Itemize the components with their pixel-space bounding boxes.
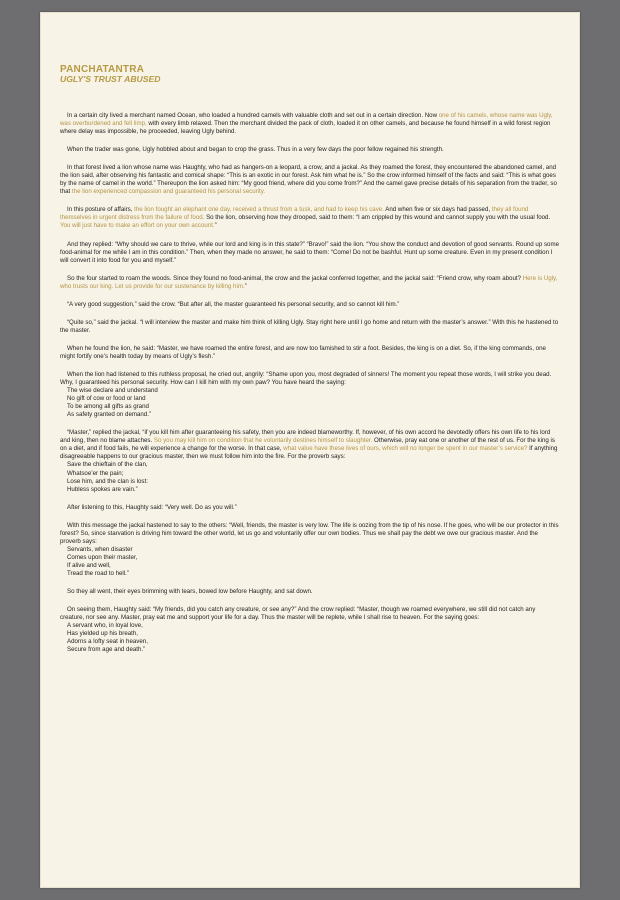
- paragraph-text: So the lion, observing how they drooped, said to them: “I am crippled by this wound and cannot supply you with the usual food.: [204, 214, 551, 222]
- verse-line: Tread the road to hell.”: [67, 569, 129, 577]
- verse-block: [60, 461, 560, 493]
- paragraph-text: When the lion had listened to this ruthless proposal, he cried out, angrily: “Shame upon you, most degraded of sinners! The moment you repeat those words, I will strike you dead. Why, I guaranteed his personal security. How can I kill him with my own paw? You have heard the saying:: [60, 370, 552, 387]
- verse-line: Servants, when disaster: [67, 545, 133, 553]
- highlighted-text: one of his camels, whose name was Ugly, was overburdened and fell limp,: [60, 112, 553, 128]
- paragraph: [60, 345, 560, 361]
- paragraph-text: with every limb relaxed. Then the merchant divided the pack of cloth, loaded it on other camels, and because he found himself in a wild forest region where delay was impossible, he proceeded, leaving Ugly behind.: [60, 120, 551, 136]
- paragraph-text: With this message the jackal hastened to say to the others: “Well, friends, the master is very low. The life is oozing from the tip of his nose. If he goes, who will be our protector in this forest? So, since starvation is driving him toward the other world, let us go and voluntarily offer our own bodies. Thus we shall pay the debt we owe our gracious master. And the proverb says:: [60, 521, 559, 545]
- verse-line: Secure from age and death.”: [67, 646, 146, 654]
- verse-line: If alive and well,: [67, 561, 111, 569]
- document-heading: [60, 64, 160, 84]
- paragraph: [60, 206, 560, 230]
- paragraph-text: When the trader was gone, Ugly hobbled about and began to crop the grass. Thus in a very few days the poor fellow regained his strength.: [67, 146, 444, 154]
- paragraph: [60, 504, 560, 512]
- paragraph: [60, 522, 560, 546]
- paragraph-text: And they replied: “Why should we care to thrive, while our lord and king is in this state?” “Bravo!” said the lion. “You show the conduct and devotion of good servants. Round up some food-animal for me while I am in this condition.” Then, when they made no answer, he said to them: “Come! Do not be bashful. Hunt up some creature. Even in my present condition I will convert it into food for you and myself.”: [60, 240, 559, 264]
- paragraph: [60, 275, 560, 291]
- highlighted-text: So you may kill him on condition that he voluntarily destines himself to slaughter.: [153, 437, 373, 445]
- verse-line: As safety granted on demand.”: [67, 411, 151, 419]
- story-text: [60, 112, 560, 664]
- paragraph-text: If anything disagreeable happens to our gracious master, then we must follow him into the fire. For the proverb says:: [60, 445, 558, 461]
- highlighted-text: the lion fought an elephant one day, received a thrust from a tusk, and had to keep his cave.: [134, 206, 384, 214]
- verse-line: No gift of cow or food or land: [67, 395, 146, 403]
- document-subtitle: UGLY'S TRUST ABUSED: [60, 74, 161, 84]
- verse-line: Has yielded up his breath,: [67, 630, 139, 638]
- document-title: PANCHATANTRA: [60, 64, 145, 75]
- verse-line: The wise declare and understand: [67, 387, 158, 395]
- highlighted-text: they all found themselves in urgent distress from the failure of food.: [60, 206, 529, 222]
- verse-line: Hubless spokes are vain.”: [67, 485, 138, 493]
- highlighted-text: the lion experienced compassion and guaranteed his personal security.: [71, 188, 266, 196]
- paragraph: [60, 429, 560, 461]
- paragraph-text: In that forest lived a lion whose name was Haughty, who had as hangers-on a leopard, a crow, and a jackal. As they roamed the forest, they encountered the abandoned camel, and the lion said, after observing his fantastic and comical shape: “This is an exotic in our forest. Ask him what he is.” So the crow informed himself of the facts and said: “This is what goes by the name of camel in the world.” Thereupon the lion asked him: “My good friend, where did you come from?” And the camel gave precise details of his separation from the trader, so that: [60, 164, 557, 196]
- paragraph-text: So the four started to roam the woods. Since they found no food-animal, the crow and the jackal conferred together, and the jackal said: “Friend crow, why roam about?: [67, 274, 523, 282]
- paragraph: [60, 164, 560, 196]
- highlighted-text: Here is Ugly, who trusts our king. Let us provide for our sustenance by killing him.: [60, 274, 558, 290]
- paragraph: [60, 588, 560, 596]
- verse-line: Whatsoe’er the pain;: [67, 469, 124, 477]
- paragraph-text: Otherwise, pray eat one or another of the rest of us. For the king is on a diet, and if food fails, he will experience a change for the worse. In that case,: [60, 437, 555, 453]
- paragraph-text: “Quite so,” said the jackal. “I will interview the master and make him think of killing Ugly. Stay right here until I go home and return with the master’s answer.” With this he hastened to the master.: [60, 318, 559, 334]
- paragraph: [60, 606, 560, 622]
- paragraph: [60, 112, 560, 136]
- paragraph: [60, 301, 560, 309]
- verse-line: Save the chieftain of the clan,: [67, 461, 148, 469]
- verse-line: Lose him, and the clan is lost:: [67, 477, 148, 485]
- paragraph-text: “Master,” replied the jackal, “if you kill him after guaranteeing his safety, then you are indeed blameworthy. If, however, of his own accord he devotedly offers his own life to his lord and king, then no blame attaches.: [60, 429, 551, 445]
- paragraph-text: “A very good suggestion,” said the crow. “But after all, the master guaranteed his personal security, and so cannot kill him.”: [67, 300, 400, 308]
- paragraph-text: ”: [244, 282, 247, 290]
- paragraph: [60, 371, 560, 387]
- paragraph: [60, 241, 560, 265]
- paragraph-text: On seeing them, Haughty said: “My friends, did you catch any creature, or see any?” And the crow replied: “Master, though we roamed everywhere, we still did not catch any creature, nor see any. Master, pray eat me and support your life for a day. Thus the master will be replete, while I shall rise to heaven. For the saying goes:: [60, 606, 536, 622]
- paragraph: [60, 319, 560, 335]
- paragraph-text: In a certain city lived a merchant named Ocean, who loaded a hundred camels with valuable cloth and set out in a certain direction. Now: [67, 112, 439, 119]
- paragraph-text: So they all went, their eyes brimming with tears, bowed low before Haughty, and sat down.: [67, 588, 313, 596]
- paragraph-text: ”: [214, 222, 217, 230]
- verse-block: [60, 387, 560, 419]
- paper-sheet: [40, 12, 580, 888]
- highlighted-text: what value have these lives of ours, which will no longer be spent in our master’s service?: [283, 445, 528, 453]
- paragraph-text: When he found the lion, he said: “Master, we have roamed the entire forest, and are now too famished to stir a foot. Besides, the king is on a diet. So, if the king commands, one might fortify one’s health today by means of Ugly’s flesh.”: [60, 344, 546, 360]
- verse-line: To be among all gifts as grand: [67, 403, 149, 411]
- paragraph: [60, 146, 560, 154]
- verse-block: [60, 546, 560, 578]
- verse-line: A servant who, in loyal love,: [67, 622, 143, 630]
- verse-block: [60, 622, 560, 654]
- verse-line: Comes upon their master,: [67, 553, 138, 561]
- paragraph-text: In this posture of affairs,: [67, 206, 135, 214]
- highlighted-text: You will just have to make an effort on your own account.: [60, 222, 215, 230]
- paragraph-text: After listening to this, Haughty said: “Very well. Do as you will.”: [67, 503, 237, 511]
- verse-line: Adorns a lofty seat in heaven,: [67, 638, 148, 646]
- paragraph-text: And when five or six days had passed,: [383, 206, 492, 214]
